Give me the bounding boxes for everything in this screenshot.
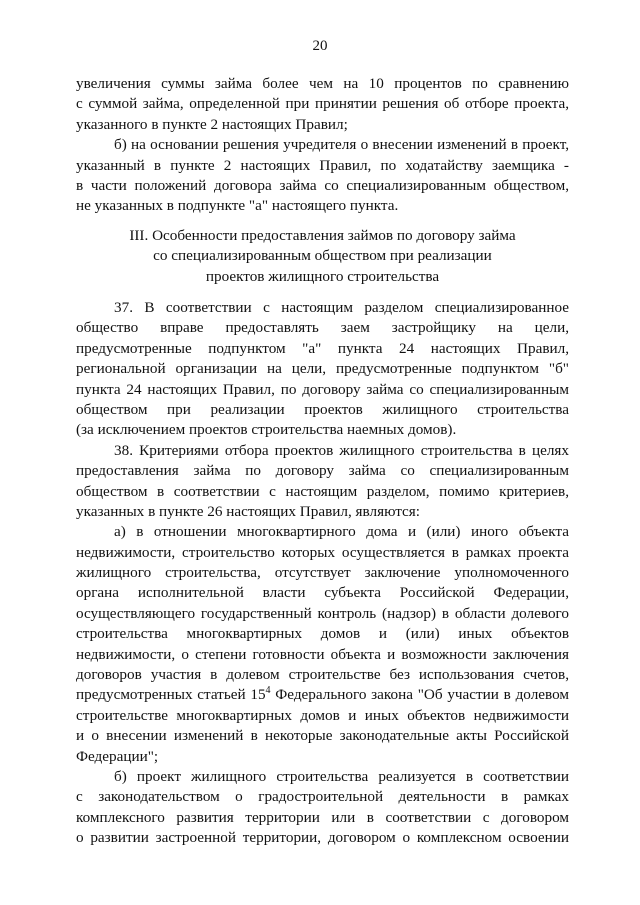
text-line: общество вправе предоставлять заем застройщику на цели, <box>76 319 569 337</box>
text-line: (за исключением проектов строительства наемных домов). <box>76 421 457 439</box>
text-line: осуществляющего государственный контроль (надзор) в области долевого <box>76 604 569 622</box>
text-line: с законодательством о градостроительной деятельности в рамках <box>76 788 569 806</box>
section-heading <box>76 226 569 287</box>
text-line: обществом при реализации проектов жилищного строительства <box>76 400 569 418</box>
text-line: о развитии застроенной территории, договором о комплексном освоении <box>76 829 569 847</box>
text-line: комплексного развития территории или в соответствии с договором <box>76 808 569 826</box>
text-segment: Федерального закона "Об участии в долевом <box>270 686 569 704</box>
text-line: указанного в пункте 2 настоящих Правил; <box>76 115 348 133</box>
text-line: и о внесении изменений в некоторые законодательные акты Российской <box>76 727 569 745</box>
text-line: предоставления займа по договору займа со специализированным <box>76 462 569 480</box>
text-line: договоров участия в долевом строительстве без использования счетов, <box>76 666 569 684</box>
text-line: в части положений договора займа со специализированным обществом, <box>76 176 569 194</box>
text-line: с суммой займа, определенной при принятии решения об отборе проекта, <box>76 95 569 113</box>
text-line: органа исполнительной власти субъекта Российской Федерации, <box>76 584 569 602</box>
text-line: недвижимости, строительство которых осуществляется в рамках проекта <box>76 543 569 561</box>
text-line: предусмотренные подпунктом "а" пункта 24 настоящих Правил, <box>76 339 569 357</box>
text-line: увеличения суммы займа более чем на 10 процентов по сравнению <box>76 75 569 92</box>
heading-line: со специализированным обществом при реализации <box>153 247 492 265</box>
text-line: б) проект жилищного строительства реализуется в соответствии <box>114 767 569 785</box>
text-line: жилищного строительства, отсутствует заключение уполномоченного <box>76 564 569 582</box>
text-line: б) на основании решения учредителя о внесении изменений в проект, <box>114 136 569 154</box>
text-line: не указанных в подпункте "а" настоящего пункта. <box>76 197 399 215</box>
text-line: а) в отношении многоквартирного дома и (или) иного объекта <box>114 523 569 541</box>
paragraph-block-main <box>76 298 569 849</box>
text-segment: предусмотренных статьей 15 <box>76 686 266 704</box>
text-line: Федерации"; <box>76 747 159 765</box>
text-line: 37. В соответствии с настоящим разделом специализированное <box>114 299 569 316</box>
superscript: 4 <box>265 685 271 697</box>
text-line: пункта 24 настоящих Правил, по договору займа со специализированным <box>76 380 569 398</box>
text-line: региональной организации на цели, предусмотренные подпунктом "б" <box>76 360 569 378</box>
text-line: строительстве многоквартирных домов и иных объектов недвижимости <box>76 706 569 724</box>
paragraph-block-top <box>76 74 569 217</box>
text-line: недвижимости, о степени готовности объекта и возможности заключения <box>76 645 569 663</box>
heading-line: III. Особенности предоставления займов по договору займа <box>129 227 516 244</box>
text-line: строительства многоквартирных домов и (или) иных объектов <box>76 625 569 643</box>
text-line: 38. Критериями отбора проектов жилищного строительства в целях <box>114 441 569 459</box>
heading-line: проектов жилищного строительства <box>205 267 440 285</box>
text-line: указанных в пункте 26 настоящих Правил, являются: <box>76 502 420 520</box>
text-line: указанный в пункте 2 настоящих Правил, по ходатайству заемщика - <box>76 156 569 174</box>
text-line-with-superscript <box>76 685 569 705</box>
text-line: обществом в соответствии с настоящим разделом, помимо критериев, <box>76 482 569 500</box>
page-number: 20 <box>312 38 328 54</box>
